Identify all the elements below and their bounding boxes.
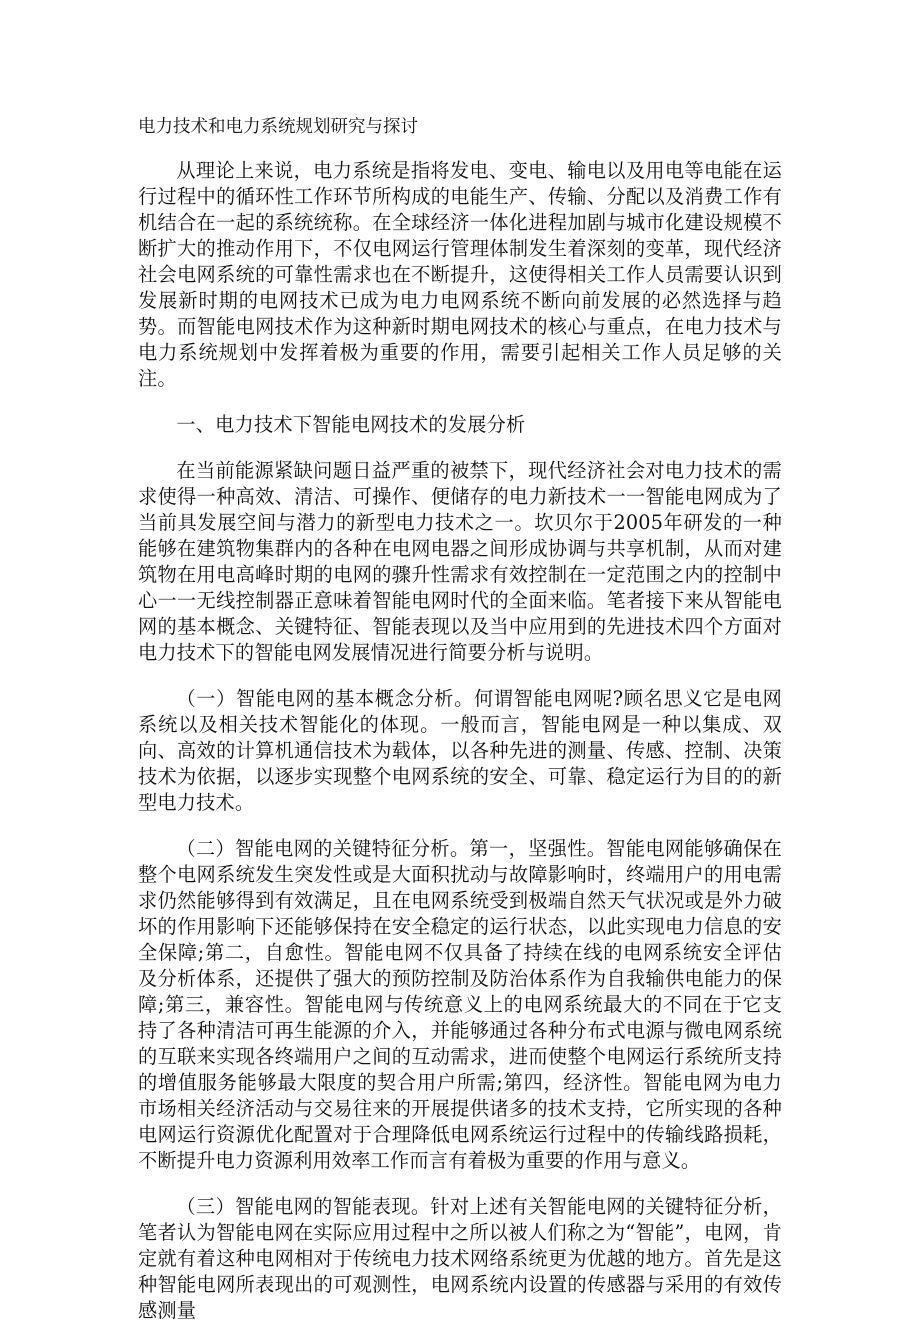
intro-paragraph: 从理论上来说，电力系统是指将发电、变电、输电以及用电等电能在运行过程中的循环性工作环节所构成的电能生产、传输、分配以及消费工作有机结合在一起的系统统称。在全球经济一体化进程加剧与城市化建设规模不断扩大的推动作用下，不仅电网运行管理体制发生着深刻的变革，现代经济社会电网系统的可靠性需求也在不断提升，这使得相关工作人员需要认识到发展新时期的电网技术已成为电力电网系统不断向前发展的必然选择与趋势。而智能电网技术作为这种新时期电网技术的核心与重点，在电力技术与电力系统规划中发挥着极为重要的作用，需要引起相关工作人员足够的关注。 xyxy=(138,159,782,390)
document-page xyxy=(138,112,782,1344)
section-intro-paragraph: 在当前能源紧缺问题日益严重的被禁下，现代经济社会对电力技术的需求使得一种高效、清洁、可操作、便储存的电力新技术一一智能电网成为了当前具发展空间与潜力的新型电力技术之一。坎贝尔于2005年研发的一种能够在建筑物集群内的各种在电网电器之间形成协调与共享机制，从而对建筑物在用电高峰时期的电网的骤升性需求有效控制在一定范围之内的控制中心一一无线控制器正意味着智能电网时代的全面来临。笔者接下来从智能电网的基本概念、关键特征、智能表现以及当中应用到的先进技术四个方面对电力技术下的智能电网发展情况进行简要分析与说明。 xyxy=(138,459,782,664)
concept-paragraph: （一）智能电网的基本概念分析。何谓智能电网呢?顾名思义它是电网系统以及相关技术智能化的体现。一般而言，智能电网是一种以集成、双向、高效的计算机通信技术为载体，以各种先进的测量、传感、控制、决策技术为依据，以逐步实现整个电网系统的安全、可靠、稳定运行为目的的新型电力技术。 xyxy=(138,687,782,814)
features-paragraph: （二）智能电网的关键特征分析。第一，坚强性。智能电网能够确保在整个电网系统发生突发性或是大面积扰动与故障影响时，终端用户的用电需求仍然能够得到有效满足，且在电网系统受到极端自然天气状况或是外力破坏的作用影响下还能够保持在安全稳定的运行状态，以此实现电力信息的安全保障;第二，自愈性。智能电网不仅具备了持续在线的电网系统安全评估及分析体系，还提供了强大的预防控制及防治体系作为自我输供电能力的保障;第三，兼容性。智能电网与传统意义上的电网系统最大的不同在于它支持了各种清洁可再生能源的介入，并能够通过各种分布式电源与微电网系统的互联来实现各终端用户之间的互动需求，进而使整个电网运行系统所支持的增值服务能够最大限度的契合用户所需;第四，经济性。智能电网为电力市场相关经济活动与交易往来的开展提供诸多的技术支持，它所实现的各种电网运行资源优化配置对于合理降低电网系统运行过程中的传输线路损耗，不断提升电力资源利用效率工作而言有着极为重要的作用与意义。 xyxy=(138,837,782,1172)
section-heading: 一、电力技术下智能电网技术的发展分析 xyxy=(176,413,526,436)
intelligence-paragraph: （三）智能电网的智能表现。针对上述有关智能电网的关键特征分析，笔者认为智能电网在实际应用过程中之所以被人们称之为“智能”，电网，肯定就有着这种电网相对于传统电力技术网络系统更为优越的地方。首先是这种智能电网所表现出的可观测性，电网系统内设置的传感器与采用的有效传感测量 xyxy=(138,1195,782,1322)
document-title: 电力技术和电力系统规划研究与探讨 xyxy=(138,117,418,137)
